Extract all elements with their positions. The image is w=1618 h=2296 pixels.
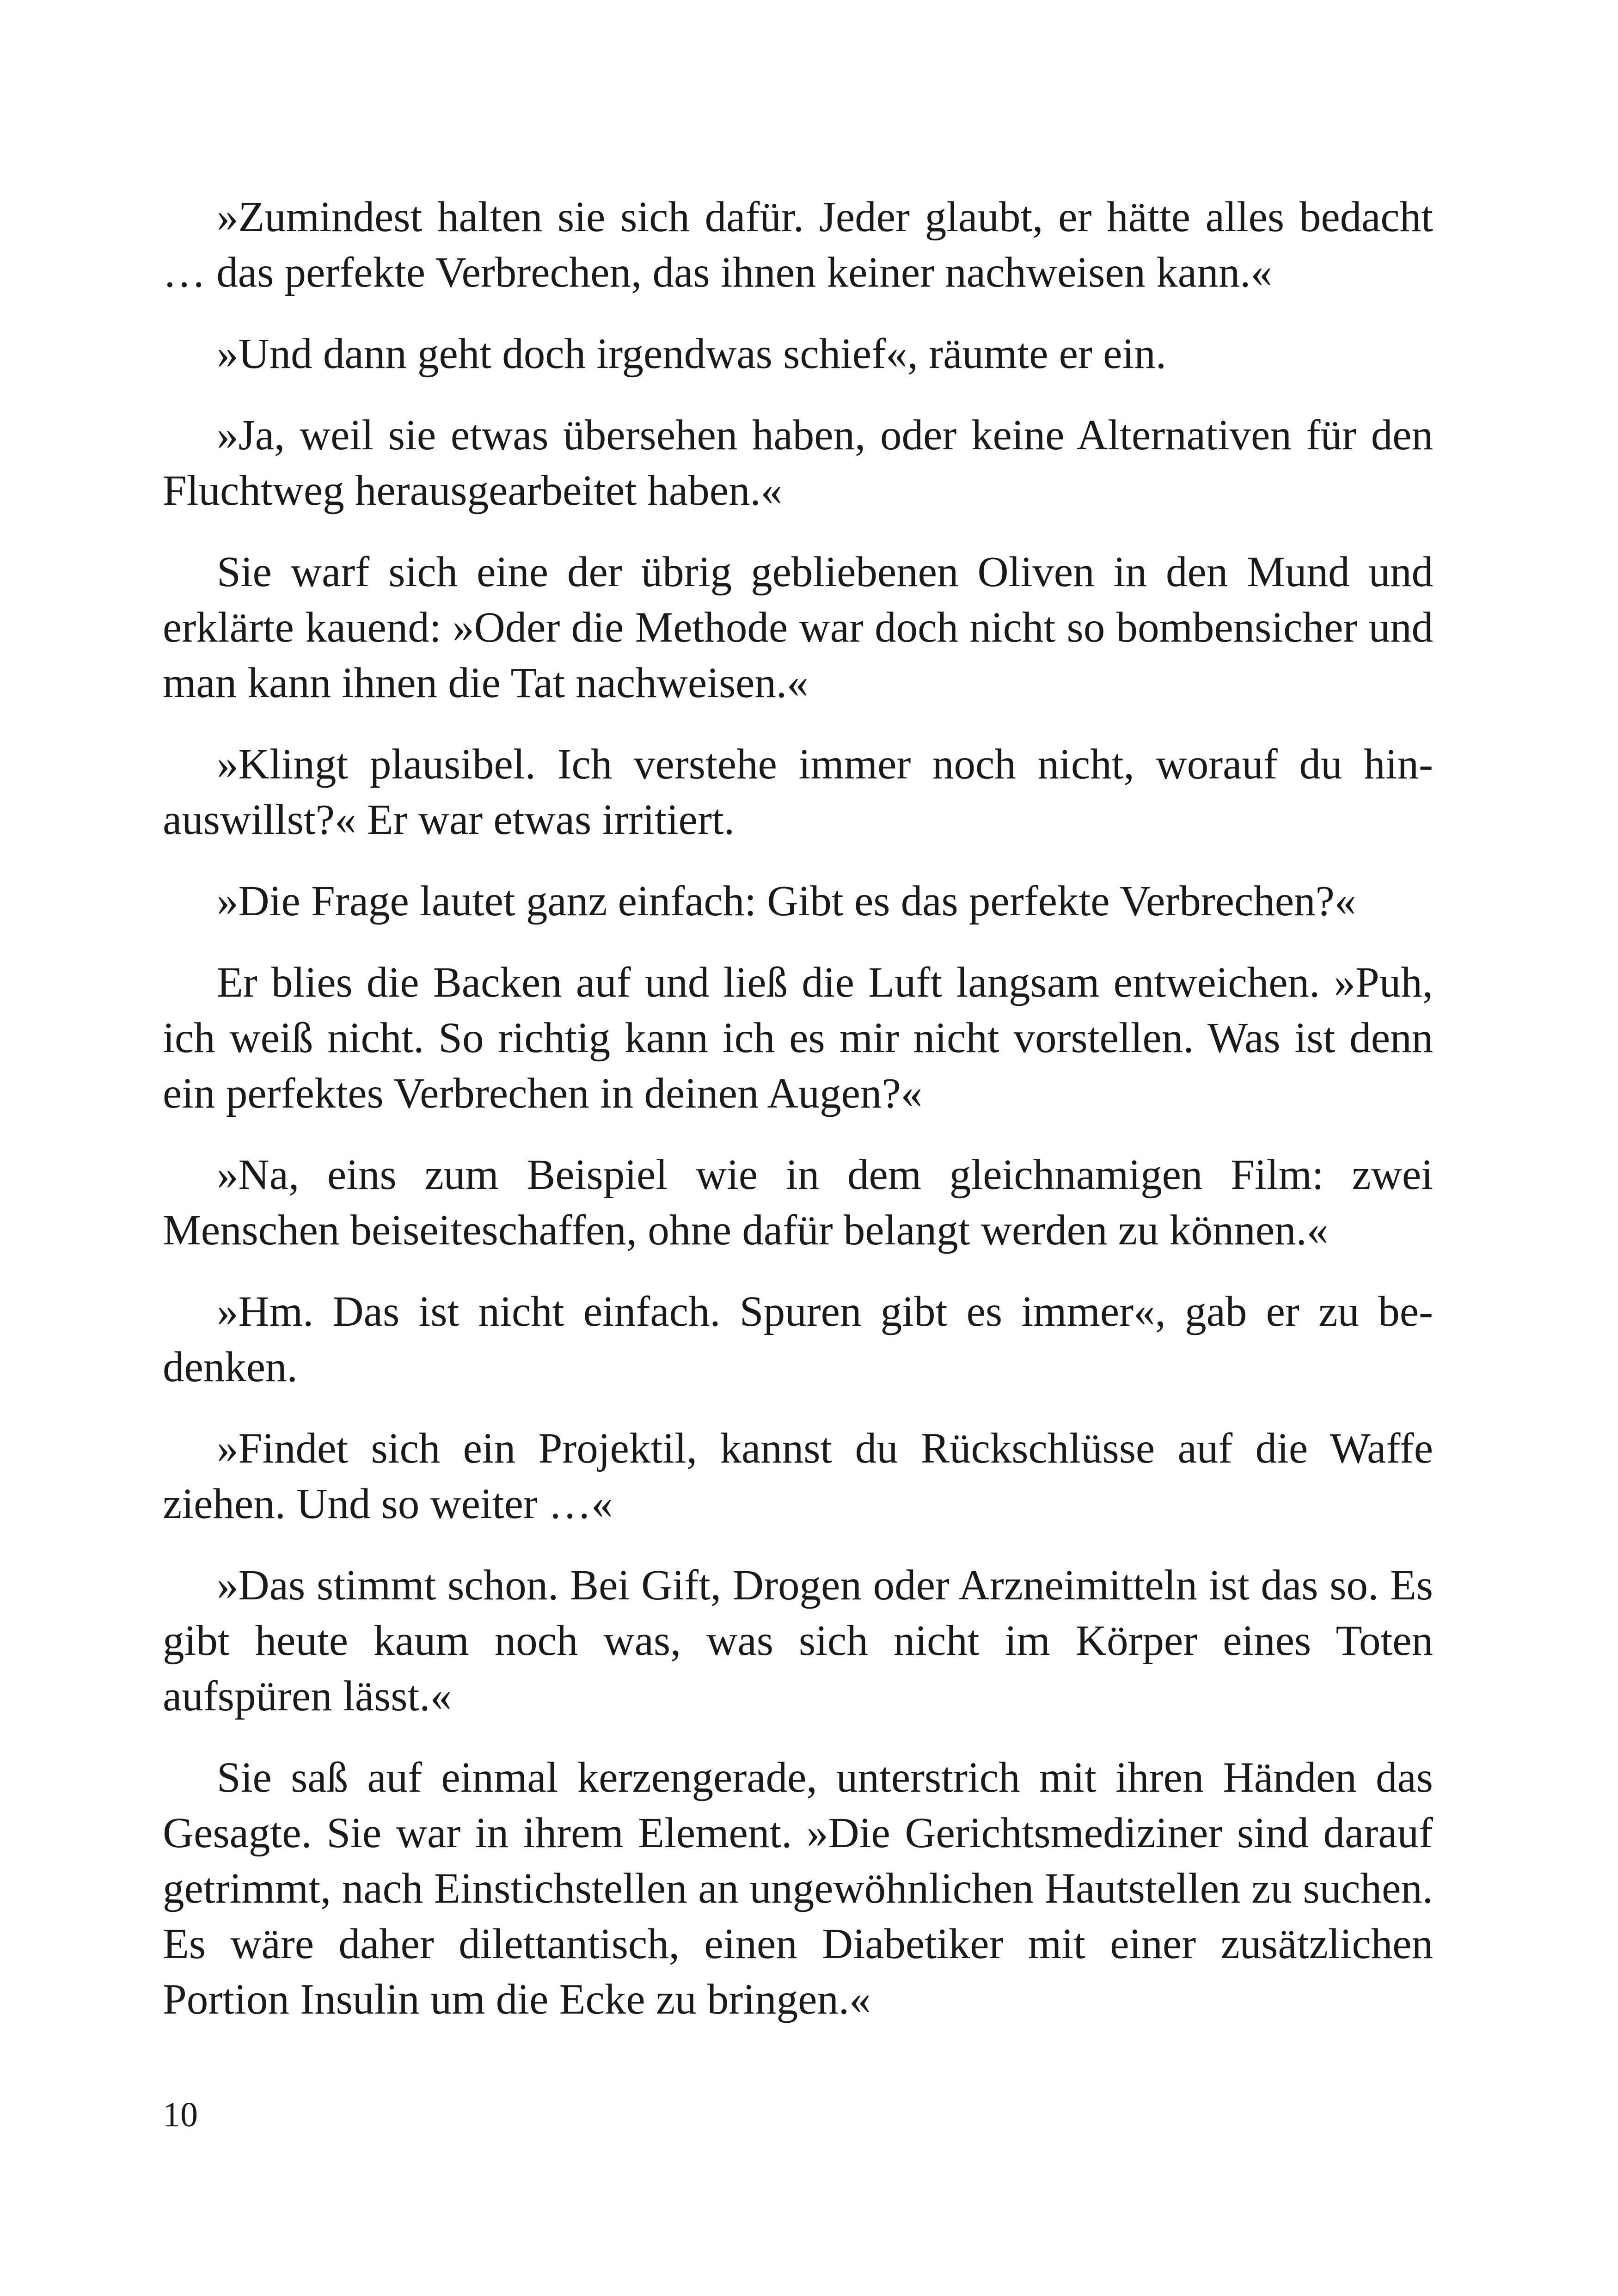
paragraph: »Ja, weil sie etwas übersehen haben, oder keine Alternativen für den Fluchtweg herausgearbeitet haben.« xyxy=(163,411,1433,514)
paragraph: »Die Frage lautet ganz einfach: Gibt es das perfekte Verbrechen?« xyxy=(217,877,1356,925)
paragraph: »Klingt plausibel. Ich verstehe immer noch nicht, worauf du hinauswillst?« Er war etwas irritiert. xyxy=(163,741,1433,844)
paragraph: Sie warf sich eine der übrig gebliebenen Oliven in den Mund und erklärte kauend: »Oder die Methode war doch nicht so bombensicher und man kann ihnen die Tat nachweisen.« xyxy=(163,548,1433,707)
paragraph: »Hm. Das ist nicht einfach. Spuren gibt es immer«, gab er zu bedenken. xyxy=(163,1288,1433,1391)
body-text xyxy=(163,190,1433,2053)
paragraph: Er blies die Backen auf und ließ die Luft langsam entweichen. »Puh, ich weiß nicht. So richtig kann ich es mir nicht vorstellen. Was ist denn ein perfektes Verbrechen in deinen Augen?« xyxy=(163,959,1433,1117)
paragraph: »Und dann geht doch irgendwas schief«, räumte er ein. xyxy=(217,330,1166,378)
paragraph: »Zumindest halten sie sich dafür. Jeder glaubt, er hätte alles bedacht … das perfekte Verbrechen, das ihnen keiner nachweisen kann.« xyxy=(163,193,1433,296)
paragraph: »Findet sich ein Projektil, kannst du Rückschlüsse auf die Waffe ziehen. Und so weiter …« xyxy=(163,1425,1433,1528)
paragraph: »Das stimmt schon. Bei Gift, Drogen oder Arzneimitteln ist das so. Es gibt heute kaum noch was, was sich nicht im Körper eines Toten aufspüren lässt.« xyxy=(163,1561,1433,1720)
paragraph: Sie saß auf einmal kerzengerade, unterstrich mit ihren Händen das Gesagte. Sie war in ihrem Element. »Die Gerichtsmediziner sind darauf getrimmt, nach Einstichstellen an ungewöhnlichen Hautstellen zu suchen. Es wäre daher dilettantisch, einen Diabetiker mit einer zusätzlichen Portion Insulin um die Ecke zu bringen.« xyxy=(163,1754,1433,2023)
page-number: 10 xyxy=(163,2095,198,2134)
paragraph: »Na, eins zum Beispiel wie in dem gleichnamigen Film: zwei Menschen beiseiteschaffen, ohne dafür belangt werden zu können.« xyxy=(163,1151,1433,1254)
